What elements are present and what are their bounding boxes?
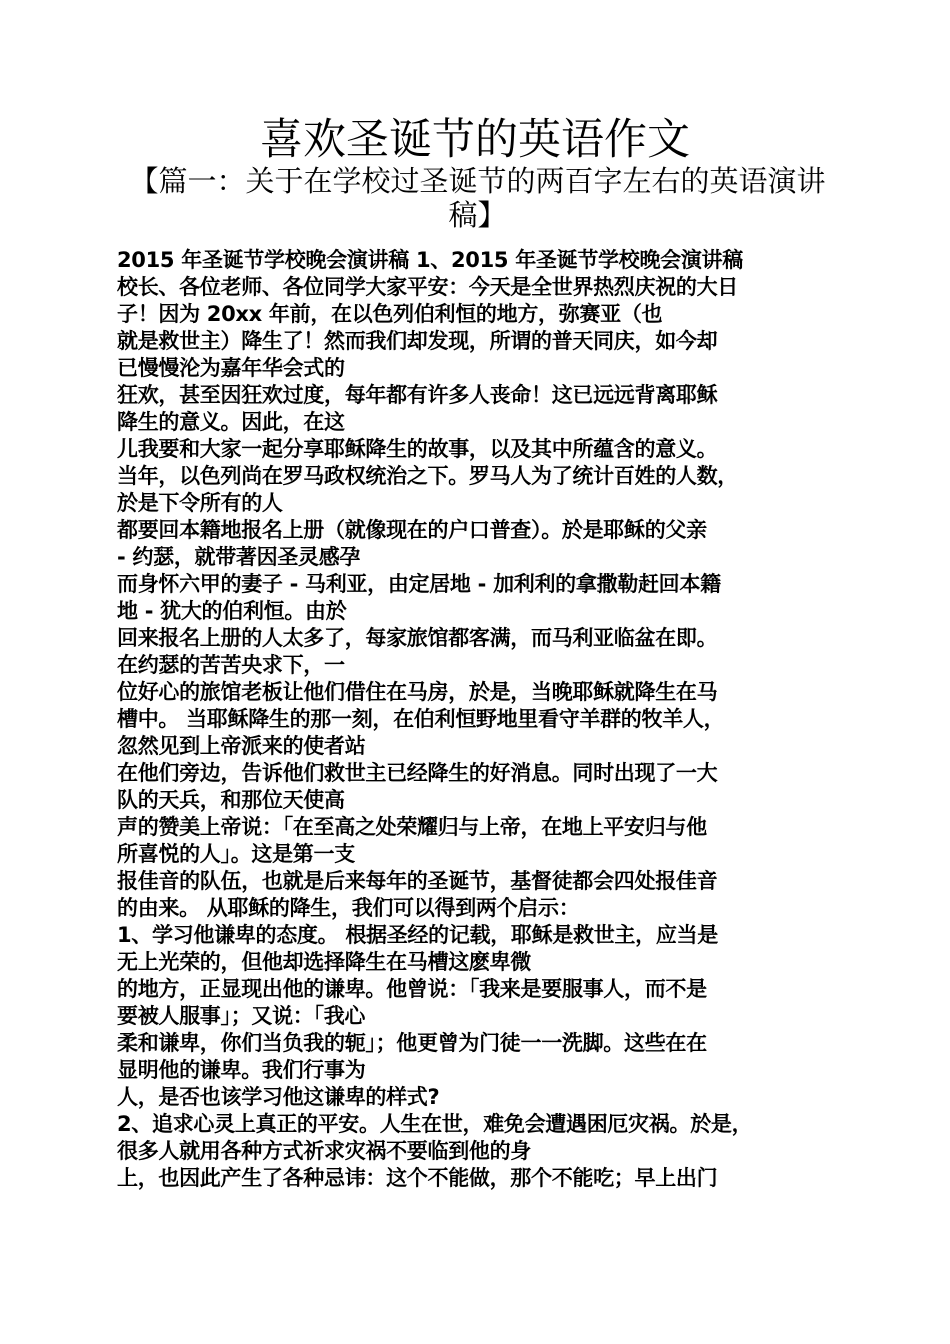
- body-line: 在约瑟的苦苦央求下，一: [117, 653, 345, 677]
- body-line: 很多人就用各种方式祈求灾祸不要临到他的身: [117, 1139, 531, 1163]
- body-line: 要被人服事」；又说：「我心: [117, 1004, 366, 1028]
- section-heading: [110, 164, 845, 232]
- body-line: 已慢慢沦为嘉年华会式的: [117, 356, 345, 380]
- section-heading-line-2: 稿】: [448, 198, 507, 232]
- body-line: 上，也因此产生了各种忌讳：这个不能做，那个不能吃；早上出门: [117, 1166, 718, 1190]
- body-line: 都要回本籍地报名上册（就像现在的户口普查）。於是耶稣的父亲: [117, 518, 707, 542]
- body-line: 显明他的谦卑。我们行事为: [117, 1058, 366, 1082]
- body-line: 而身怀六甲的妻子 - 马利亚，由定居地 - 加利利的拿撒勒赶回本籍: [117, 572, 721, 596]
- body-line: 在他们旁边，告诉他们救世主已经降生的好消息。同时出现了一大: [117, 761, 718, 785]
- body-line: 队的天兵，和那位天使高: [117, 788, 345, 812]
- body-line: 的由来。 从耶稣的降生，我们可以得到两个启示：: [117, 896, 580, 920]
- body-line: 就是救世主）降生了！然而我们却发现，所谓的普天同庆，如今却: [117, 329, 718, 353]
- body-line: 校长、各位老师、各位同学大家平安：今天是全世界热烈庆祝的大日: [117, 275, 738, 299]
- page-title: 喜欢圣诞节的英语作文: [260, 115, 690, 165]
- body-line: 狂欢，甚至因狂欢过度，每年都有许多人丧命！这已远远背离耶稣: [117, 383, 718, 407]
- body-line: 当年，以色列尚在罗马政权统治之下。罗马人为了统计百姓的人数，: [117, 464, 738, 488]
- body-line: 声的赞美上帝说：「在至高之处荣耀归与上帝，在地上平安归与他: [117, 815, 707, 839]
- body-line: 位好心的旅馆老板让他们借住在马房，於是，当晚耶稣就降生在马: [117, 680, 718, 704]
- body-line: 报佳音的队伍，也就是后来每年的圣诞节，基督徒都会四处报佳音: [117, 869, 718, 893]
- body-line: 的地方，正显现出他的谦卑。他曾说：「我来是要服事人，而不是: [117, 977, 707, 1001]
- body-line: 於是下令所有的人: [117, 491, 283, 515]
- body-line: 槽中。 当耶稣降生的那一刻，在伯利恒野地里看守羊群的牧羊人，: [117, 707, 725, 731]
- body-line: 子！因为 20xx 年前，在以色列伯利恒的地方，弥赛亚（也: [117, 302, 663, 326]
- body-line: 柔和谦卑，你们当负我的轭」；他更曾为门徒一一洗脚。这些在在: [117, 1031, 707, 1055]
- body-line: 降生的意义。因此，在这: [117, 410, 345, 434]
- body-line: - 约瑟，就带著因圣灵感孕: [117, 545, 361, 569]
- body-line: 无上光荣的，但他却选择降生在马槽这麽卑微: [117, 950, 531, 974]
- body-text: [117, 247, 857, 1192]
- body-line: 2015 年圣诞节学校晚会演讲稿 1、2015 年圣诞节学校晚会演讲稿: [117, 248, 743, 272]
- body-line: 地 - 犹大的伯利恒。由於: [117, 599, 347, 623]
- body-line: 人，是否也该学习他这谦卑的样式?: [117, 1085, 440, 1109]
- body-line: 忽然见到上帝派来的使者站: [117, 734, 366, 758]
- body-line: 1、学习他谦卑的态度。 根据圣经的记载，耶稣是救世主，应当是: [117, 923, 718, 947]
- body-line: 所喜悦的人」。这是第一支: [117, 842, 355, 866]
- section-heading-line-1: 【篇一：关于在学校过圣诞节的两百字左右的英语演讲: [129, 164, 826, 198]
- body-line: 回来报名上册的人太多了，每家旅馆都客满，而马利亚临盆在即。: [117, 626, 718, 650]
- body-line: 2、追求心灵上真正的平安。人生在世，难免会遭遇困厄灾祸。於是，: [117, 1112, 753, 1136]
- body-line: 儿我要和大家一起分享耶稣降生的故事，以及其中所蕴含的意义。: [117, 437, 718, 461]
